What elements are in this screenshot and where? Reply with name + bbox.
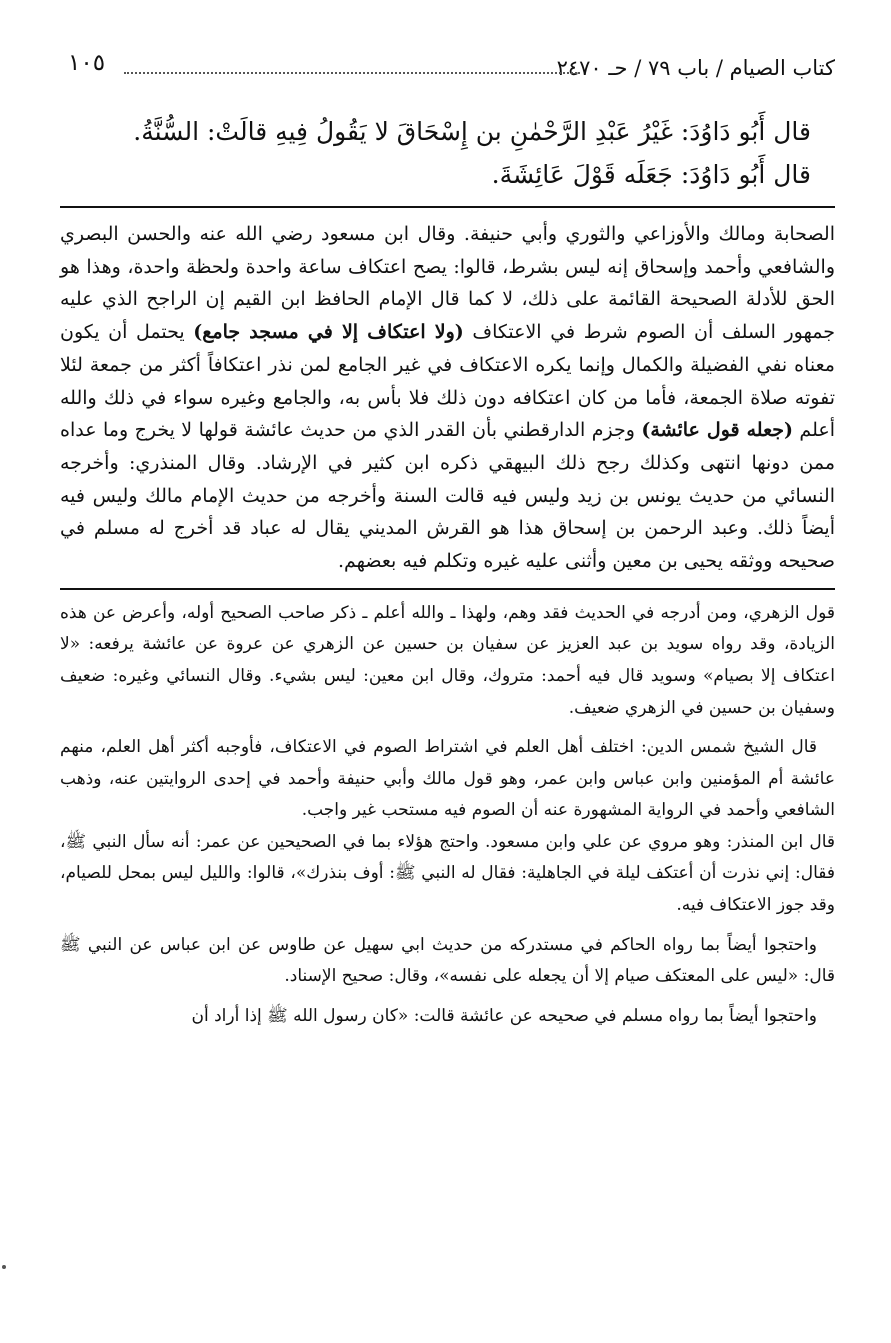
quote-line: قال أَبُو دَاوُدَ: جَعَلَه قَوْلَ عَائِشَةَ.: [491, 160, 811, 189]
note-paragraph: قال الشيخ شمس الدين: اختلف أهل العلم في اشتراط الصوم في الاعتكاف، فأوجبه أكثر أهل العلم، منهم عائشة أم المؤمنين وابن عباس وابن عمر، وهو قول مالك وأبي حنيفة وأحمد في إحدى الروايتين عنه، وذهب الشافعي وأحمد في الرواية المشهورة عنه أن الصوم فيه مستحب غير واجب.: [60, 737, 835, 821]
commentary-text: يحتمل أن يكون معناه نفي الفضيلة والكمال وإنما يكره الاعتكاف في غير الجامع لمن نذر اعتكافاً أكثر من جمعة لئلا تفوته صلاة الجمعة، فأما من كان اعتكافه دون ذلك فلا بأس به، والجامع وغيره سواء في ذلك والله أعلم: [60, 321, 835, 442]
commentary-bold-phrase: (ولا اعتكاف إلا في مسجد جامع): [193, 321, 464, 344]
separator-rule: [60, 206, 835, 208]
commentary-text: الصحابة ومالك والأوزاعي والثوري وأبي حنيفة. وقال ابن مسعود رضي الله عنه والحسن البصري والشافعي وأحمد وإسحاق إنه ليس بشرط، قالوا: يصح اعتكاف ساعة واحدة ولحظة واحدة، وهذا هو الحق للأدلة الصحيحة القائمة على ذلك، لا كما قال الإمام الحافظ ابن القيم إن الراجح الذي عليه جمهور السلف أن الصوم شرط في الاعتكاف: [60, 223, 835, 344]
commentary-paragraph: [60, 218, 835, 578]
book-page: [60, 48, 835, 1032]
note-paragraph: واحتجوا أيضاً بما رواه مسلم في صحيحه عن عائشة قالت: «كان رسول الله ﷺ إذا أراد أن: [191, 1005, 817, 1026]
page-header: [60, 48, 835, 92]
note-paragraph: قول الزهري، ومن أدرجه في الحديث فقد وهم، ولهذا ـ والله أعلم ـ ذكر صاحب الصحيح أوله، وأعرض عن هذه الزيادة، وقد رواه سويد بن عبد العزيز عن سفيان بن حسين عن الزهري عن عروة عن عائشة يرفعه: «لا اعتكاف إلا بصيام» وسويد قال فيه أحمد: متروك، وقال ابن معين: ليس بشيء. وقال النسائي وغيره: ضعيف وسفيان بن حسين في الزهري ضعيف.: [60, 602, 835, 718]
dotted-leader: [124, 72, 580, 74]
hadith-quote-block: [60, 110, 811, 196]
separator-rule: [60, 588, 835, 590]
running-title: كتاب الصيام / باب ٧٩ / حـ ٢٤٧٠: [556, 56, 835, 80]
scan-speck: [2, 1265, 6, 1269]
note-paragraph: قال ابن المنذر: وهو مروي عن علي وابن مسعود. واحتج هؤلاء بما في الصحيحين عن عمر: أنه سأل النبي ﷺ، فقال: إني نذرت أن أعتكف ليلة في الجاهلية: فقال له النبي ﷺ: أوف بنذرك»، قالوا: والليل ليس بمحل للصيام، وقد جوز الاعتكاف فيه.: [60, 831, 835, 916]
page-number: ١٠٥: [68, 50, 106, 76]
note-paragraph: واحتجوا أيضاً بما رواه الحاكم في مستدركه من حديث ابي سهيل عن طاوس عن ابن عباس عن النبي ﷺ قال: «ليس على المعتكف صيام إلا أن يجعله على نفسه»، وقال: صحيح الإسناد.: [60, 934, 835, 987]
commentary-text: وجزم الدارقطني بأن القدر الذي من حديث عائشة قولها لا يخرج وما عداه ممن دونها انتهى وكذلك رجح ذلك البيهقي ذكره ابن كثير في الإرشاد. وقال المنذري: وأخرجه النسائي من حديث يونس بن زيد وليس فيه قالت السنة وأخرجه من حديث الإمام مالك وليس فيه أيضاً ذلك. وعبد الرحمن بن إسحاق هذا هو القرش المديني يقال له عباد قد أخرج له مسلم في صحيحه ووثقه يحيى بن معين وأثنى عليه غيره وتكلم فيه بعضهم.: [60, 419, 835, 573]
footnotes-section: [60, 598, 835, 1033]
quote-line: قال أَبُو دَاوُدَ: غَيْرُ عَبْدِ الرَّحْمٰنِ بن إِسْحَاقَ لا يَقُولُ فِيهِ قالَتْ: السُّنَّةُ.: [133, 117, 811, 146]
commentary-bold-phrase: (جعله قول عائشة): [641, 419, 793, 442]
